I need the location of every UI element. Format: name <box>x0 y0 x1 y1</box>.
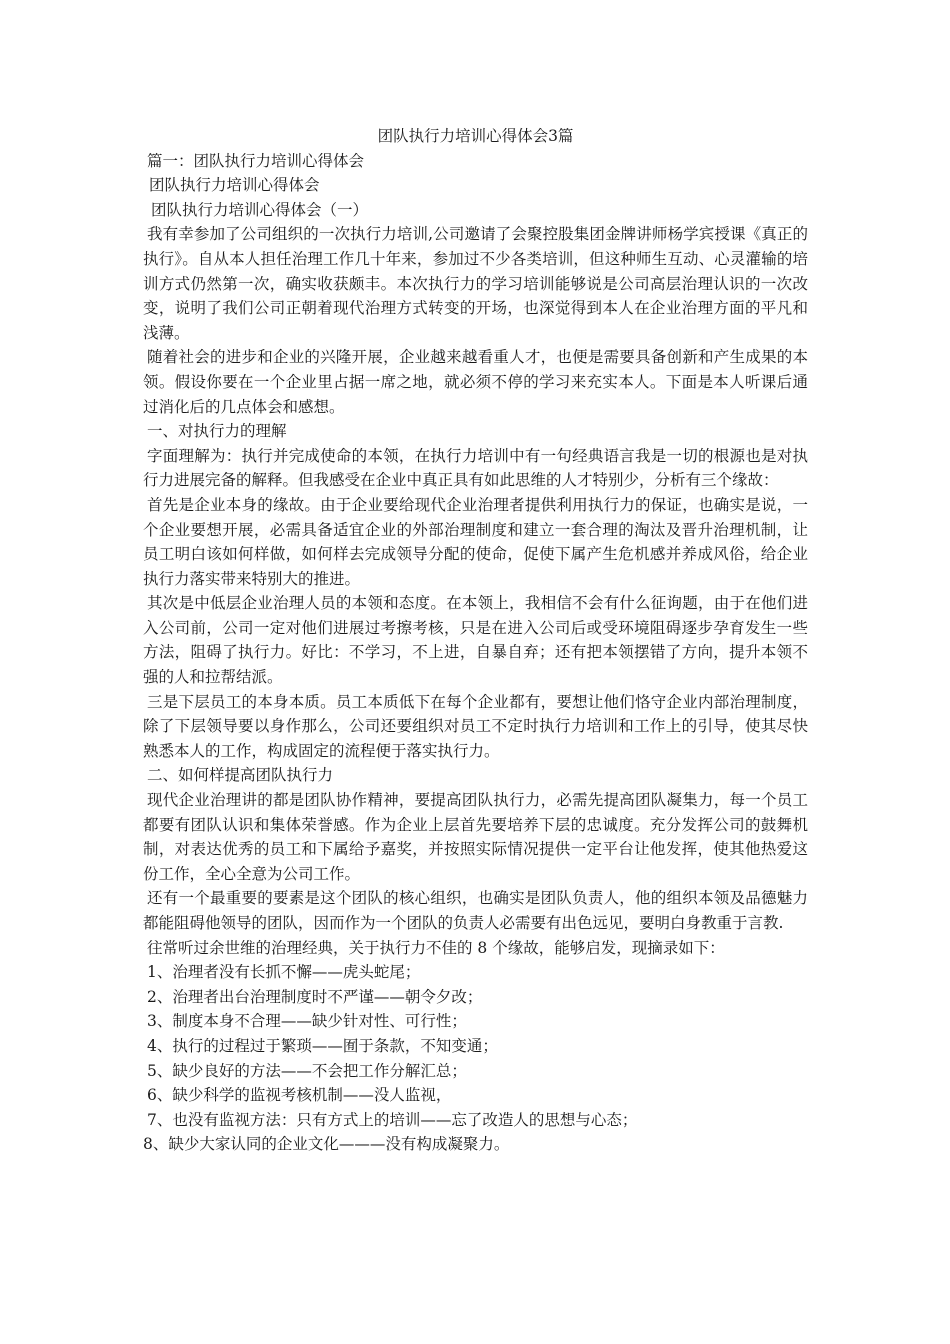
list-item: 5、缺少良好的方法——不会把工作分解汇总； <box>147 1061 467 1080</box>
body-paragraph: 随着社会的进步和企业的兴隆开展，企业越来越看重人才，也便是需要具备创新和产生成果的本领。假设你要在一个企业里占据一席之地，就必须不停的学习来充实本人。下面是本人听课后通过消化后的几点体会和感想。 <box>143 348 808 416</box>
document-title: 团队执行力培训心得体会3篇 <box>377 127 574 145</box>
body-paragraph: 我有幸参加了公司组织的一次执行力培训,公司邀请了会聚控股集团金牌讲师杨学宾授课《真正的执行》。自从本人担任治理工作几十年来，参加过不少各类培训，但这种师生互动、心灵灌输的培训方式仍然第一次，确实收获颇丰。本次执行力的学习培训能够说是公司高层治理认识的一次改变，说明了我们公司正朝着现代治理方式转变的开场，也深觉得到本人在企业治理方面的平凡和浅薄。 <box>143 225 808 342</box>
list-item: 7、也没有监视方法：只有方式上的培训——忘了改造人的思想与心态； <box>147 1110 638 1129</box>
section-heading: 一、对执行力的理解 <box>147 422 287 441</box>
list-item: 1、治理者没有长抓不懈——虎头蛇尾； <box>147 963 421 982</box>
body-paragraph: 还有一个最重要的要素是这个团队的核心组织，也确实是团队负责人，他的组织本领及品德魅力都能阻碍他领导的团队，因而作为一个团队的负责人必需要有出色远见，要明白身教重于言教. <box>143 889 808 932</box>
section-heading: 二、如何样提高团队执行力 <box>147 766 334 785</box>
chapter-heading: 篇一：团队执行力培训心得体会 <box>147 151 365 170</box>
part-heading: 团队执行力培训心得体会（一） <box>151 200 369 219</box>
body-paragraph: 首先是企业本身的缘故。由于企业要给现代企业治理者提供利用执行力的保证，也确实是说，一个企业要想开展，必需具备适宜企业的外部治理制度和建立一套合理的淘汰及晋升治理机制，让员工明白该如何样做，如何样去完成领导分配的使命，促使下属产生危机感并养成风俗，给企业执行力落实带来特别大的推进。 <box>143 495 808 588</box>
list-item: 2、治理者出台治理制度时不严谨——朝令夕改； <box>147 987 483 1006</box>
list-item: 8、缺少大家认同的企业文化———没有构成凝聚力。 <box>143 1135 510 1154</box>
body-paragraph: 三是下层员工的本身本质。员工本质低下在每个企业都有，要想让他们恪守企业内部治理制度，除了下层领导要以身作那么，公司还要组织对员工不定时执行力培训和工作上的引导，使其尽快熟悉本人的工作，构成固定的流程便于落实执行力。 <box>143 692 808 760</box>
body-paragraph: 往常听过余世维的治理经典，关于执行力不佳的 8 个缘故，能够启发，现摘录如下： <box>147 938 725 957</box>
body-paragraph: 字面理解为：执行并完成使命的本领，在执行力培训中有一句经典语言我是一切的根源也是对执行力进展完备的解释。但我感受在企业中真正具有如此思维的人才特别少，分析有三个缘故： <box>143 446 808 490</box>
list-item: 3、制度本身不合理——缺少针对性、可行性； <box>147 1012 467 1031</box>
body-paragraph: 其次是中低层企业治理人员的本领和态度。在本领上，我相信不会有什么征询题，由于在他们进入公司前，公司一定对他们进展过考擦考核，只是在进入公司后或受环境阻碍逐步孕育发生一些方法，阻碍了执行力。好比：不学习，不上进，自暴自弃；还有把本领摆错了方向，提升本领不强的人和拉帮结派。 <box>143 594 808 687</box>
document-page <box>143 124 808 1157</box>
list-item: 4、执行的过程过于繁琐——囿于条款，不知变通； <box>147 1036 498 1055</box>
list-item: 6、缺少科学的监视考核机制——没人监视， <box>147 1086 452 1105</box>
body-paragraph: 现代企业治理讲的都是团队协作精神，要提高团队执行力，必需先提高团队凝集力，每一个员工都要有团队认识和集体荣誉感。作为企业上层首先要培养下层的忠诚度。充分发挥公司的鼓舞机制，对表达优秀的员工和下属给予嘉奖，并按照实际情况提供一定平台让他发挥，使其他热爱这份工作，全心全意为公司工作。 <box>143 791 808 883</box>
subtitle-heading: 团队执行力培训心得体会 <box>149 176 320 195</box>
